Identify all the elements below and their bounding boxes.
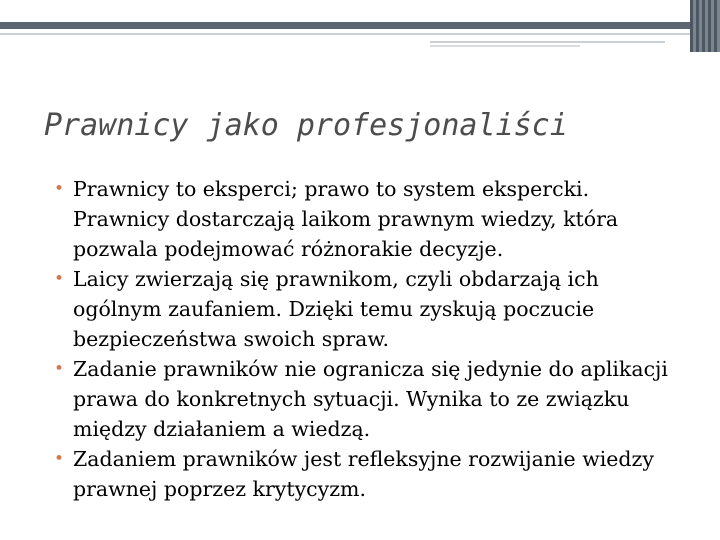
bullet-marker: • — [54, 179, 65, 199]
bullet-text: Prawnicy to eksperci; prawo to system ekspercki. Prawnicy dostarczają laikom prawnym wiedzy, która pozwala podejmować różnorakie decyzje. — [73, 177, 619, 261]
bullet-item — [48, 174, 688, 264]
bullet-item — [48, 264, 688, 354]
header-line — [0, 33, 690, 35]
bullet-text: Laicy zwierzają się prawnikom, czyli obdarzają ich ogólnym zaufaniem. Dzięki temu zyskują poczucie bezpieczeństwa swoich spraw. — [73, 267, 599, 351]
bullet-marker: • — [54, 359, 65, 379]
header-decoration — [0, 0, 720, 48]
bullet-list — [48, 174, 688, 504]
bullet-item — [48, 444, 688, 504]
bullet-marker: • — [54, 269, 65, 289]
header-band — [0, 22, 720, 29]
bullet-text: Zadanie prawników nie ogranicza się jedynie do aplikacji prawa do konkretnych sytuacji. Wynika to ze związku między działaniem a wiedzą. — [73, 357, 668, 441]
slide-title: Prawnicy jako profesjonaliści — [44, 108, 568, 143]
header-line-shorter — [430, 45, 580, 47]
header-line-short — [430, 41, 665, 43]
bullet-item — [48, 354, 688, 444]
bullet-text: Zadaniem prawników jest refleksyjne rozwijanie wiedzy prawnej poprzez krytycyzm. — [73, 447, 654, 501]
bullet-marker: • — [54, 449, 65, 469]
header-stripes — [690, 0, 720, 52]
